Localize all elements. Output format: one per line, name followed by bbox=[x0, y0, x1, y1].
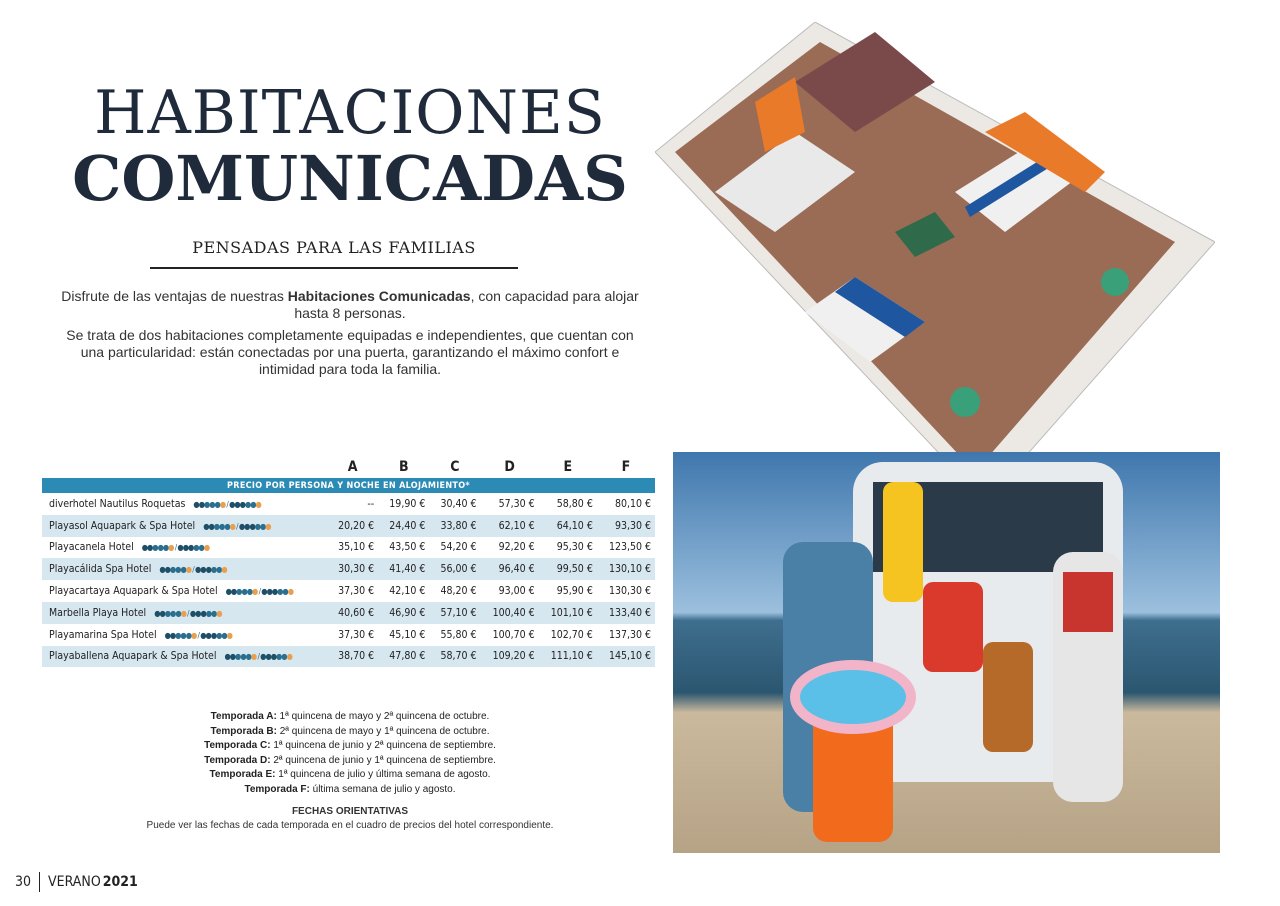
hotel-name-cell bbox=[42, 515, 327, 537]
footer-year: 2021 bbox=[102, 874, 138, 890]
hotel-name-cell bbox=[42, 624, 327, 646]
table-row bbox=[42, 537, 655, 559]
seasons-list bbox=[120, 710, 580, 797]
price-cell: 46,90 € bbox=[378, 602, 429, 624]
hotel-name-cell bbox=[42, 646, 327, 668]
season-label: Temporada F: bbox=[244, 783, 310, 795]
season-note bbox=[120, 768, 580, 783]
page-footer bbox=[15, 872, 138, 892]
price-cell: 133,40 € bbox=[597, 602, 655, 624]
price-cell: 33,80 € bbox=[429, 515, 480, 537]
col-header: F bbox=[621, 458, 631, 475]
hotel-name: Playasol Aquapark & Spa Hotel bbox=[49, 519, 196, 532]
hotel-name: Playaballena Aquapark & Spa Hotel bbox=[49, 650, 217, 663]
col-header: B bbox=[398, 458, 409, 475]
price-cell: 47,80 € bbox=[378, 646, 429, 668]
table-row bbox=[42, 515, 655, 537]
price-cell: 37,30 € bbox=[338, 628, 375, 641]
intro-paragraph-2: Se trata de dos habitaciones completamente equipadas e independientes, que cuentan con una particularidad: están conectadas por una puerta, garantizando el máximo confort e intimidad para toda la familia. bbox=[66, 327, 634, 377]
price-cell: 101,10 € bbox=[539, 602, 597, 624]
occupancy-people-icon: ●●●●●● / ●●●●●● bbox=[193, 499, 261, 509]
season-note bbox=[120, 710, 580, 725]
hotel-name: Playacálida Spa Hotel bbox=[49, 563, 152, 576]
col-header: A bbox=[347, 458, 358, 475]
price-cell: 100,70 € bbox=[492, 628, 535, 641]
footer-divider bbox=[39, 872, 40, 892]
header-spacer bbox=[42, 455, 327, 478]
season-text: 2ª quincena de mayo y 1ª quincena de octubre. bbox=[276, 725, 490, 737]
floor-plan-image bbox=[655, 22, 1215, 502]
subtitle-divider bbox=[150, 267, 518, 269]
hotel-name-cell bbox=[42, 602, 327, 624]
season-label: Temporada A: bbox=[210, 711, 277, 722]
hotel-name-cell bbox=[42, 493, 327, 515]
occupancy-people-icon: ●●●●●● / ●●●●●● bbox=[164, 630, 232, 640]
price-cell: 40,60 € bbox=[327, 602, 378, 624]
hotel-name: Playamarina Spa Hotel bbox=[49, 628, 157, 641]
intro-bold: Habitaciones Comunicadas bbox=[287, 288, 471, 304]
occupancy-people-icon: ●●●●●● / ●●●●●● bbox=[141, 543, 210, 553]
price-cell: 95,90 € bbox=[556, 585, 593, 598]
season-note bbox=[120, 725, 580, 740]
col-header: D bbox=[504, 458, 515, 475]
fechas-title: FECHAS ORIENTATIVAS bbox=[291, 806, 409, 817]
price-band-header: PRECIO POR PERSONA Y NOCHE EN ALOJAMIENTO* bbox=[42, 478, 655, 493]
price-cell: 130,10 € bbox=[597, 558, 655, 580]
occupancy-people-icon: ●●●●●● / ●●●●●● bbox=[154, 608, 222, 618]
footer-season: VERANO bbox=[48, 874, 101, 890]
table-row bbox=[42, 602, 655, 624]
price-cell: 57,30 € bbox=[498, 497, 535, 510]
hotel-name-cell bbox=[42, 580, 327, 602]
intro-text: Disfrute de las ventajas de nuestras bbox=[61, 288, 288, 304]
season-text: 1ª quincena de julio y última semana de agosto. bbox=[275, 769, 491, 780]
hotel-name: diverhotel Nautilus Roquetas bbox=[49, 497, 186, 510]
price-cell: 58,80 € bbox=[556, 497, 593, 510]
price-cell: 55,80 € bbox=[440, 628, 477, 641]
table-row bbox=[42, 624, 655, 646]
season-text: 1ª quincena de mayo y 2ª quincena de octubre. bbox=[276, 711, 490, 722]
page-number: 30 bbox=[15, 874, 32, 890]
price-cell: 92,20 € bbox=[498, 541, 535, 554]
price-cell: 58,70 € bbox=[429, 646, 480, 668]
price-cell: 93,30 € bbox=[597, 515, 655, 537]
price-cell: 45,10 € bbox=[389, 628, 426, 641]
season-text: última semana de julio y agosto. bbox=[309, 783, 456, 795]
hotel-name: Marbella Playa Hotel bbox=[49, 606, 147, 619]
fechas-text: Puede ver las fechas de cada temporada en el cuadro de precios del hotel correspondiente. bbox=[146, 820, 554, 831]
table-row bbox=[42, 646, 655, 668]
table-row bbox=[42, 558, 655, 580]
price-cell: 80,10 € bbox=[614, 497, 651, 510]
occupancy-people-icon: ●●●●●● / ●●●●●● bbox=[203, 521, 271, 531]
season-label: Temporada D: bbox=[204, 754, 271, 766]
price-cell: 20,20 € bbox=[327, 515, 378, 537]
occupancy-people-icon: ●●●●●● / ●●●●●● bbox=[224, 652, 292, 662]
intro-text: , con capacidad para alojar hasta 8 personas. bbox=[294, 288, 639, 321]
price-cell: 137,30 € bbox=[608, 628, 651, 641]
season-note bbox=[120, 783, 580, 798]
price-cell: 130,30 € bbox=[608, 585, 651, 598]
hotel-name: Playacartaya Aquapark & Spa Hotel bbox=[49, 585, 218, 598]
table-row bbox=[42, 493, 655, 515]
price-cell: 43,50 € bbox=[389, 541, 426, 554]
hotel-name: Playacanela Hotel bbox=[49, 541, 134, 554]
price-cell: 41,40 € bbox=[378, 558, 429, 580]
hotel-name-cell bbox=[42, 558, 327, 580]
price-cell: -- bbox=[367, 497, 375, 510]
price-cell: 30,30 € bbox=[327, 558, 378, 580]
season-note bbox=[120, 739, 580, 754]
intro-paragraph-1 bbox=[55, 288, 645, 322]
title-line-2: COMUNICADAS bbox=[72, 142, 628, 215]
price-cell: 93,00 € bbox=[498, 585, 535, 598]
price-table bbox=[42, 455, 655, 667]
col-header: C bbox=[450, 458, 460, 475]
price-cell: 42,10 € bbox=[389, 585, 426, 598]
table-row bbox=[42, 580, 655, 602]
price-cell: 37,30 € bbox=[338, 585, 375, 598]
price-cell: 57,10 € bbox=[429, 602, 480, 624]
price-cell: 54,20 € bbox=[440, 541, 477, 554]
price-cell: 109,20 € bbox=[481, 646, 539, 668]
occupancy-people-icon: ●●●●●● / ●●●●●● bbox=[225, 587, 293, 597]
price-cell: 99,50 € bbox=[539, 558, 597, 580]
price-cell: 96,40 € bbox=[481, 558, 539, 580]
price-cell: 19,90 € bbox=[389, 497, 426, 510]
col-header: E bbox=[563, 458, 573, 475]
price-cell: 62,10 € bbox=[481, 515, 539, 537]
price-cell: 30,40 € bbox=[440, 497, 477, 510]
price-cell: 56,00 € bbox=[429, 558, 480, 580]
season-label: Temporada E: bbox=[209, 769, 276, 780]
season-label: Temporada B: bbox=[210, 725, 277, 737]
price-cell: 95,30 € bbox=[556, 541, 593, 554]
occupancy-people-icon: ●●●●●● / ●●●●●● bbox=[159, 565, 227, 575]
price-cell: 35,10 € bbox=[338, 541, 375, 554]
family-photo bbox=[673, 452, 1220, 853]
price-cell: 48,20 € bbox=[440, 585, 477, 598]
price-cell: 64,10 € bbox=[539, 515, 597, 537]
price-cell: 24,40 € bbox=[378, 515, 429, 537]
subtitle: PENSADAS PARA LAS FAMILIAS bbox=[192, 238, 476, 257]
hotel-name-cell bbox=[42, 537, 327, 559]
price-cell: 145,10 € bbox=[597, 646, 655, 668]
season-note bbox=[120, 754, 580, 769]
price-cell: 123,50 € bbox=[608, 541, 651, 554]
price-cell: 100,40 € bbox=[481, 602, 539, 624]
price-cell: 102,70 € bbox=[550, 628, 593, 641]
season-label: Temporada C: bbox=[204, 740, 271, 751]
price-cell: 111,10 € bbox=[539, 646, 597, 668]
price-cell: 38,70 € bbox=[327, 646, 378, 668]
season-text: 1ª quincena de junio y 2ª quincena de septiembre. bbox=[270, 740, 496, 751]
season-text: 2ª quincena de junio y 1ª quincena de septiembre. bbox=[270, 754, 496, 766]
title-line-1: HABITACIONES bbox=[94, 78, 606, 148]
